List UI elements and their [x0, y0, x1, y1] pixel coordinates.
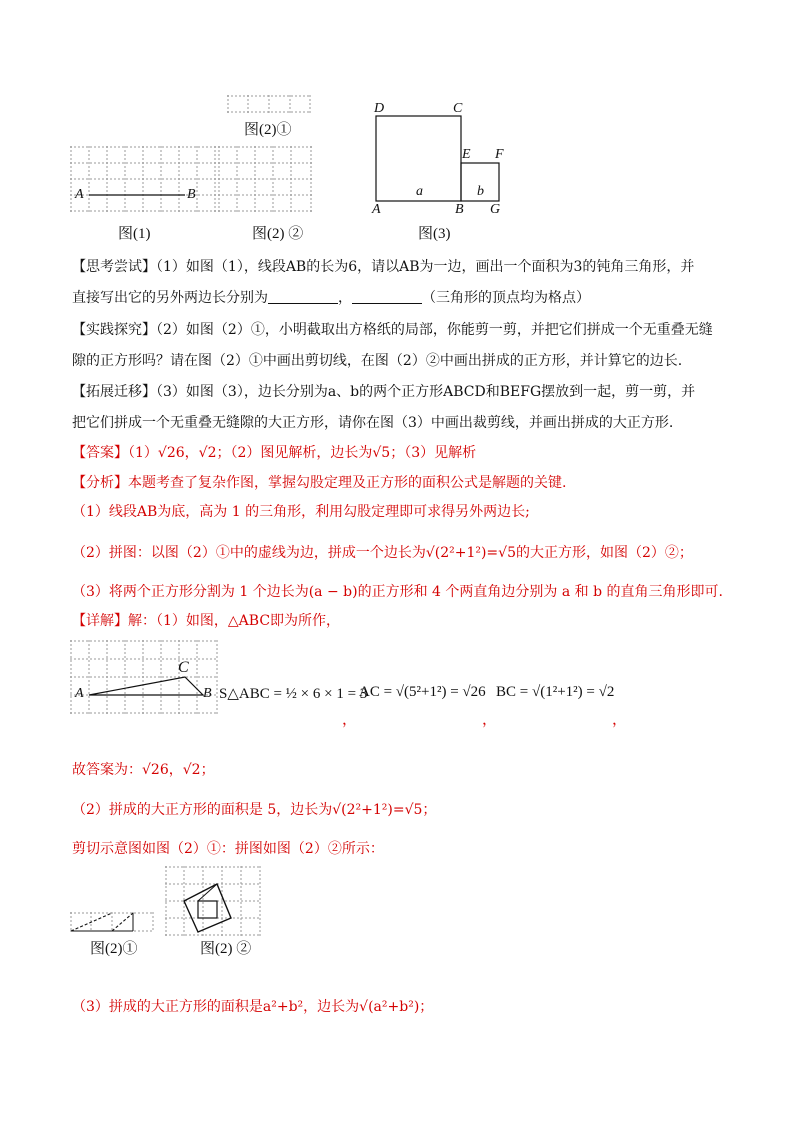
comma-2: ， [482, 712, 498, 728]
fig3-label-len-a: a [416, 184, 423, 199]
fig3-label-a: A [372, 202, 381, 217]
detail-label-c: C [178, 659, 189, 676]
figure-2-2-grid [218, 146, 312, 212]
figure-2-1-caption: 图(2)① [244, 122, 292, 138]
problem-1-prompt: 直接写出它的另外两边长分别为 [72, 290, 268, 306]
detail-part-3: （3）拼成的大正方形的面积是a²+b²，边长为√(a²+b²)； [72, 999, 434, 1015]
figure-3-squares [370, 110, 510, 210]
blank-separator: ， [338, 290, 352, 306]
answer-line: 【答案】（1）√26，√2；（2）图见解析，边长为√5；（3）见解析 [72, 445, 477, 461]
answer-summary: 故答案为：√26，√2； [72, 762, 215, 778]
analysis-line-3: （2）拼图：以图（2）①中的虚线为边，拼成一个边长为√(2²+1²)=√5的大正方形，如图（2）②； [72, 545, 693, 561]
problem-3-line-2: 把它们拼成一个无重叠无缝隙的大正方形，请你在图（3）中画出裁剪线，并画出拼成的大正方形. [72, 415, 674, 431]
problem-1-note: （三角形的顶点均为格点） [422, 290, 590, 306]
comma-1: ， [342, 712, 358, 728]
answer-blank-2[interactable] [352, 289, 422, 304]
figure-2-2-caption: 图(2) ② [252, 226, 304, 242]
fig1-label-b: B [187, 187, 196, 202]
fig1-label-a: A [75, 187, 84, 202]
figure-3-caption: 图(3) [418, 226, 451, 242]
bottom-figure-2-1-caption: 图(2)① [90, 941, 138, 957]
fig3-label-d: D [374, 101, 385, 116]
formula-ac: AC = √(5²+1²) = √26 [359, 684, 486, 700]
fig3-label-e: E [462, 147, 471, 162]
fig3-label-b: B [455, 202, 464, 217]
detail-line-1: 【详解】解：（1）如图，△ABC即为所作， [72, 613, 341, 629]
comma-3: ， [612, 712, 628, 728]
fig3-label-len-b: b [477, 184, 484, 199]
fig3-label-g: G [490, 202, 501, 217]
triangle-abc [89, 677, 203, 695]
answer-blank-1[interactable] [268, 289, 338, 304]
formula-bc: BC = √(1²+1²) = √2 [496, 684, 615, 700]
detail-label-b: B [203, 686, 212, 701]
analysis-line-4: （3）将两个正方形分割为 1 个边长为(a − b)的正方形和 4 个两直角边分别为 a 和 b 的直角三角形即可. [72, 584, 723, 600]
detail-part-2: （2）拼成的大正方形的面积是 5，边长为√(2²+1²)=√5； [72, 802, 437, 818]
fig3-label-c: C [453, 101, 463, 116]
assembled-square-2-2 [165, 866, 261, 936]
figure-2-1-grid [227, 95, 311, 113]
figure-1-caption: 图(1) [118, 226, 151, 242]
problem-2-line-2: 隙的正方形吗？请在图（2）①中画出剪切线，在图（2）②中画出拼成的正方形，并计算它的边长. [72, 353, 683, 369]
bottom-figure-2-2-caption: 图(2) ② [200, 941, 252, 957]
detail-part-2-figures-text: 剪切示意图如图（2）①：拼图如图（2）②所示： [72, 841, 384, 857]
detail-triangle-grid [70, 640, 218, 714]
problem-2-line-1: 【实践探究】（2）如图（2）①，小明截取出方格纸的局部，你能剪一剪，并把它们拼成一个无重叠无缝 [72, 322, 713, 338]
fig3-label-f: F [495, 147, 504, 162]
analysis-line-1: 【分析】本题考查了复杂作图，掌握勾股定理及正方形的面积公式是解题的关键. [72, 475, 567, 491]
formula-area: S△ABC = ½ × 6 × 1 = 3 [219, 686, 368, 702]
analysis-line-2: （1）线段AB为底，高为 1 的三角形，利用勾股定理即可求得另外两边长; [72, 504, 530, 520]
problem-1-line-1: 【思考尝试】（1）如图（1），线段AB的长为6，请以AB为一边，画出一个面积为3的钝角三角形，并 [72, 259, 695, 275]
cut-diagram-2-1 [70, 912, 154, 932]
problem-3-line-1: 【拓展迁移】（3）如图（3），边长分别为a、b的两个正方形ABCD和BEFG摆放到一起，剪一剪，并 [72, 384, 696, 400]
detail-label-a: A [75, 686, 84, 701]
problem-1-line-2 [72, 288, 732, 308]
